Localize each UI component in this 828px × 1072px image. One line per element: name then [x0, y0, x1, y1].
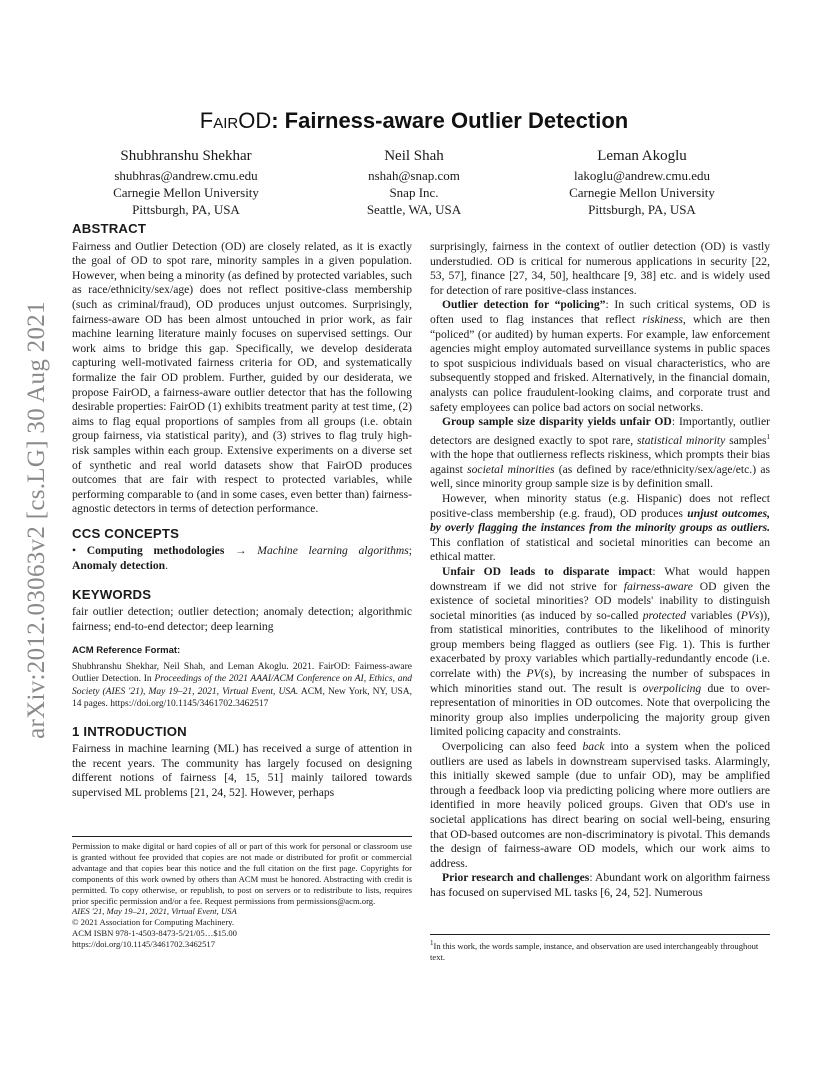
right-column [430, 240, 770, 901]
permission-doi: https://doi.org/10.1145/3461702.3462517 [72, 939, 215, 950]
author-email: shubhras@andrew.cmu.edu [114, 168, 258, 183]
keywords-heading: KEYWORDS [72, 586, 152, 602]
policing-paragraph: Outlier detection for “policing”: In such critical systems, OD is often used to flag instances that reflect riskiness, which are then “policed” (or audited) by human experts. For example, law enforcement agencies might employ automated surveillance systems in public spaces to spot suspicious individuals based on visual characteristics, who are subsequently stopped and frisked. Alternatively, in the financial domain, analysts can police fraudulent-looking claims, and corporate trust and safety employees can police bad actors on social networks. [430, 298, 770, 414]
title-rest: : Fairness-aware Outlier Detection [271, 108, 629, 133]
ccs-heading: CCS CONCEPTS [72, 525, 180, 541]
author-location: Pittsburgh, PA, USA [588, 202, 696, 217]
minority-paragraph: However, when minority status (e.g. Hispanic) does not reflect positive-class membership (e.g. fraud), OD produces unjust outcomes, by overly flagging the instances from the minority groups as outliers. This conflation of statistical and societal minorities can become an ethical matter. [430, 491, 770, 564]
author-3 [528, 146, 756, 218]
author-name: Neil Shah [384, 148, 444, 164]
disparity-paragraph: Group sample size disparity yields unfair OD: Importantly, outlier detectors are designed exactly to spot rare, statistical minority samples$^1$ with the hope that outlierness reflects riskiness, which prompts their bias against societal minorities (as defined by race/ethnicity/sex/age/etc.) as well, since minority group sample size is by definition small. [430, 415, 771, 491]
permission-text: Permission to make digital or hard copies of all or part of this work for personal or classroom use is granted without fee provided that copies are not made or distributed for profit or commercial advantage and that copies bear this notice and the full citation on the first page. Copyrights for components of this work owned by others than ACM must be honored. Abstracting with credit is permitted. To copy otherwise, or republish, to post on servers or to redistribute to lists, requires prior specific permission and/or a fee. Request permissions from permissions@acm.org. [72, 841, 412, 906]
author-name: Shubhranshu Shekhar [120, 148, 252, 164]
intro-continued: surprisingly, fairness in the context of outlier detection (OD) is vastly understudied. OD is critical for numerous applications in security [22, 53, 57], finance [27, 34, 50], healthcare [9, 38] etc. and is widely used for detection of rare positive-class instances. [430, 240, 770, 297]
permission-venue: AIES '21, May 19–21, 2021, Virtual Event, USA [72, 906, 237, 917]
introduction-heading: 1 INTRODUCTION [72, 723, 187, 739]
disparate-impact-paragraph: Unfair OD leads to disparate impact: What would happen downstream if we did not strive for fairness-aware OD given the existence of societal minorities? OD models' inability to distinguish societal minorities (as induced by so-called protected variables (PVs)), from statistical minorities, contributes to the likelihood of minority group members being flagged as outliers (see Fig. 1). This is further exacerbated by proxy variables which partially-redundantly encode (i.e. correlate with) the PV(s), by increasing the number of subspaces in which minorities stand out. The result is overpolicing due to over-representation of minorities in OD outcomes. Note that overpolicing the minority group also implies underpolicing the majority group given limited policing capacity and constraints. [430, 564, 770, 739]
author-email: lakoglu@andrew.cmu.edu [573, 168, 711, 183]
abstract-heading: ABSTRACT [72, 221, 147, 236]
permission-footnote [72, 836, 412, 950]
overpolicing-paragraph: Overpolicing can also feed back into a system when the policed outliers are used as labels in downstream supervised tasks. Alarmingly, this initially skewed sample (due to unfair OD), may be amplified through a feedback loop via predicting policing where more outliers are identified in more heavily policed groups. Given that OD's use in societal applications has direct bearing on social well-being, ensuring that OD-based outcomes are non-discriminatory is pivotal. This demands the design of fairness-aware OD models, which our work aims to address. [430, 740, 771, 870]
author-affiliation: Carnegie Mellon University [569, 185, 715, 200]
author-location: Seattle, WA, USA [366, 202, 462, 217]
left-column [72, 222, 412, 801]
ccs-concepts: • Computing methodologies → Machine learning algorithms; Anomaly detection. [72, 544, 412, 573]
acm-reference-text: Shubhranshu Shekhar, Neil Shah, and Leman Akoglu. 2021. FairOD: Fairness-aware Outlier Detection. In Proceedings of the 2021 AAAI/ACM Conference on AI, Ethics, and Society (AIES '21), May 19–21, 2021, Virtual Event, USA. ACM, New York, NY, USA, 14 pages. https://doi.org/10.1145/3461702.3462517 [72, 662, 412, 710]
introduction-paragraph: Fairness in machine learning (ML) has received a surge of attention in the recent years. The community has largely focused on designing different notions of fairness [4, 15, 51] mainly tailored towards supervised ML problems [21, 24, 52]. However, perhaps [72, 742, 412, 800]
arxiv-stamp: arXiv:2012.03063v2 [cs.LG] 30 Aug 2021 [23, 301, 50, 739]
acm-reference-heading: ACM Reference Format: [72, 645, 181, 657]
title-fairod: FairOD [199, 108, 272, 133]
author-1 [72, 146, 300, 218]
paper-title [72, 108, 756, 134]
footnote-1: $^1$In this work, the words sample, instance, and observation are used interchangeably throughout text. [430, 934, 770, 962]
prior-research-paragraph: Prior research and challenges: Abundant work on algorithm fairness has focused on supervised ML tasks [6, 24, 52]. Numerous [430, 871, 770, 899]
permission-isbn: ACM ISBN 978-1-4503-8473-5/21/05…$15.00 [72, 928, 237, 939]
author-name: Leman Akoglu [597, 148, 687, 164]
author-email: nshah@snap.com [368, 168, 460, 183]
author-block [72, 146, 756, 218]
keywords-text: fair outlier detection; outlier detection; anomaly detection; algorithmic fairness; end-to-end detector; deep learning [72, 605, 412, 633]
abstract-text: Fairness and Outlier Detection (OD) are closely related, as it is exactly the goal of OD to spot rare, minority samples in a given population. However, when being a minority (as defined by protected variables, such as race/ethnicity/sex/age) does not reflect positive-class membership (such as criminal/fraud), OD produces unjust outcomes. Surprisingly, fairness-aware OD has been almost untouched in prior work, as fair machine learning literature mainly focuses on supervised settings. Our work aims to bridge this gap. Specifically, we develop desiderata capturing well-motivated fairness criteria for OD, and systematically formalize the fair OD problem. Further, guided by our desiderata, we propose FairOD, a fairness-aware outlier detector that has the following desirable properties: FairOD (1) exhibits treatment parity at test time, (2) aims to flag equal proportions of samples from all groups (i.e. obtain group fairness, via statistical parity), and (3) strives to flag truly high-risk samples within each group. Extensive experiments on a diverse set of synthetic and real world datasets show that FairOD produces outcomes that are fair with respect to protected variables, while performing comparable to (and in some cases, even better than) fairness-agnostic detectors in terms of detection performance. [72, 239, 412, 516]
permission-copyright: © 2021 Association for Computing Machinery. [72, 917, 235, 928]
author-2 [300, 146, 528, 218]
author-affiliation: Carnegie Mellon University [113, 185, 259, 200]
author-location: Pittsburgh, PA, USA [132, 202, 240, 217]
author-affiliation: Snap Inc. [389, 185, 439, 200]
